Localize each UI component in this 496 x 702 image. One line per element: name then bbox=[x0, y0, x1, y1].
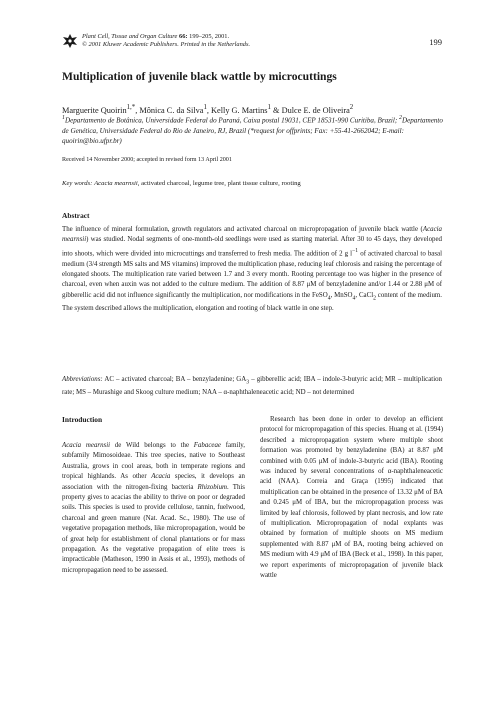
received-dates: Received 14 November 2000; accepted in revised form 13 April 2001 bbox=[62, 157, 232, 163]
introduction-column-left: Acacia mearnsii de Wild belongs to the Fabaceae family, subfamily Mimosoideae. This tree species, native to Southeast Australia, grows in cool areas, both in temperate regions and tropical highlands. As other Acacia species, it develops an association with the nitrogen-fixing bacteria Rhizobium. This property gives to acacias the ability to thrive on poor or degraded soils. This species is used to provide cellulose, tannin, fuelwood, charcoal and green manure (Nat. Acad. Sc., 1980). The use of vegetative propagation methods, like micropropagation, would be of great help for establishment of clonal plantations or for mass propagation. As the vegetative propagation of elite trees is impracticable (Matheson, 1990 in Assis et al., 1993), methods of micropropagation need to be assessed. bbox=[62, 442, 245, 574]
journal-name: Plant Cell, Tissue and Organ Culture bbox=[82, 33, 178, 40]
copyright-line: © 2001 Kluwer Academic Publishers. Printed in the Netherlands. bbox=[82, 41, 251, 49]
introduction-heading: Introduction bbox=[62, 415, 103, 424]
keywords: Key words: Acacia mearnsii, activated charcoal, legume tree, plant tissue culture, rooting bbox=[62, 180, 301, 187]
abbreviations: Abbreviations: AC – activated charcoal; BA – benzyladenine; $GA_3$ – gibberellic acid; IBA – indole-3-butyric acid; MR – multiplication rate; MS – Murashige and Skoog culture medium; NAA – α-naphthaleneacetic acid; ND – not determined bbox=[62, 376, 442, 396]
abstract-text: The influence of mineral formulation, growth regulators and activated charcoal on micropropagation of juvenile black wattle (Acacia mearnsii) was studied. Nodal segments of one-month-old seedlings were used as starting material. After 30 to 45 days, they developed into shoots, which were divided into microcuttings and transferred to fresh media. The addition of 2 g $l^{-1}$ of activated charcoal to basal medium (3/4 strength MS salts and MS vitamins) improved the multiplication phase, reducing leaf chlorosis and raising the percentage of elongated shoots. The multiplication rate varied between 1.7 and 3 every month. Rooting percentage too was higher in the presence of charcoal, even when auxin was not added to the culture medium. The addition of 8.87 μM of benzyladenine and/or 1.44 or 2.88 μM of gibberellic acid did not influence significantly the multiplication, nor modifications in the FeSO$_4$, MnSO$_4$, CaCl$_2$ content of the medium. The system described allows the multiplication, elongation and rooting of black wattle in one step. bbox=[62, 226, 443, 312]
author-list: Marguerite Quoirin$^{1,*}$, Mônica C. da Silva$^1$, Kelly G. Martins$^1$ & Dulce E. de Oliveira$^2$ bbox=[62, 104, 354, 115]
abstract-heading: Abstract bbox=[62, 211, 90, 220]
article-title: Multiplication of juvenile black wattle by microcuttings bbox=[62, 70, 337, 83]
journal-volume: 66: bbox=[179, 33, 188, 40]
introduction-column-right: Research has been done in order to develop an efficient protocol for micropropagation of this species. Huang et al. (1994) described a micropropagation system where multiple shoot formation was promoted by benzyladenine (BA) at 8.87 μM combined with 0.05 μM of indole-3-butyric acid (IBA). Rooting was induced by several concentrations of α-naphthaleneacetic acid (NAA). Correia and Graça (1995) indicated that multiplication can be obtained in the presence of 13.32 μM of BA and 0.245 μM of IBA, but the micropropagation process was limited by leaf chlorosis, followed by plant necrosis, and low rate of multiplication. Micropropagation of nodal explants was obtained by formation of multiple shoots on MS medium supplemented with 8.87 μM of BA, rooting being achieved on MS medium with 4.9 μM of IBA (Beck et al., 1998). In this paper, we report experiments of micropropagation of juvenile black wattle bbox=[260, 416, 443, 580]
page-number: 199 bbox=[429, 37, 442, 47]
affiliations: $^1$Departamento de Botânica, Universidade Federal do Paraná, Caixa postal 19031, CEP 18531-990 Curitiba, Brazil; $^2$Departamento de Genética, Universidade Federal do Rio de Janeiro, RJ, Brazil (*request for offprints; Fax: +55-41-2662042; E-mail: quoirin@bio.ufpr.br) bbox=[62, 115, 443, 145]
kluwer-logo-icon bbox=[62, 33, 78, 49]
journal-header bbox=[82, 33, 250, 50]
keywords-label: Key words: bbox=[62, 180, 93, 187]
journal-pages: 199–205, 2001. bbox=[189, 33, 230, 40]
